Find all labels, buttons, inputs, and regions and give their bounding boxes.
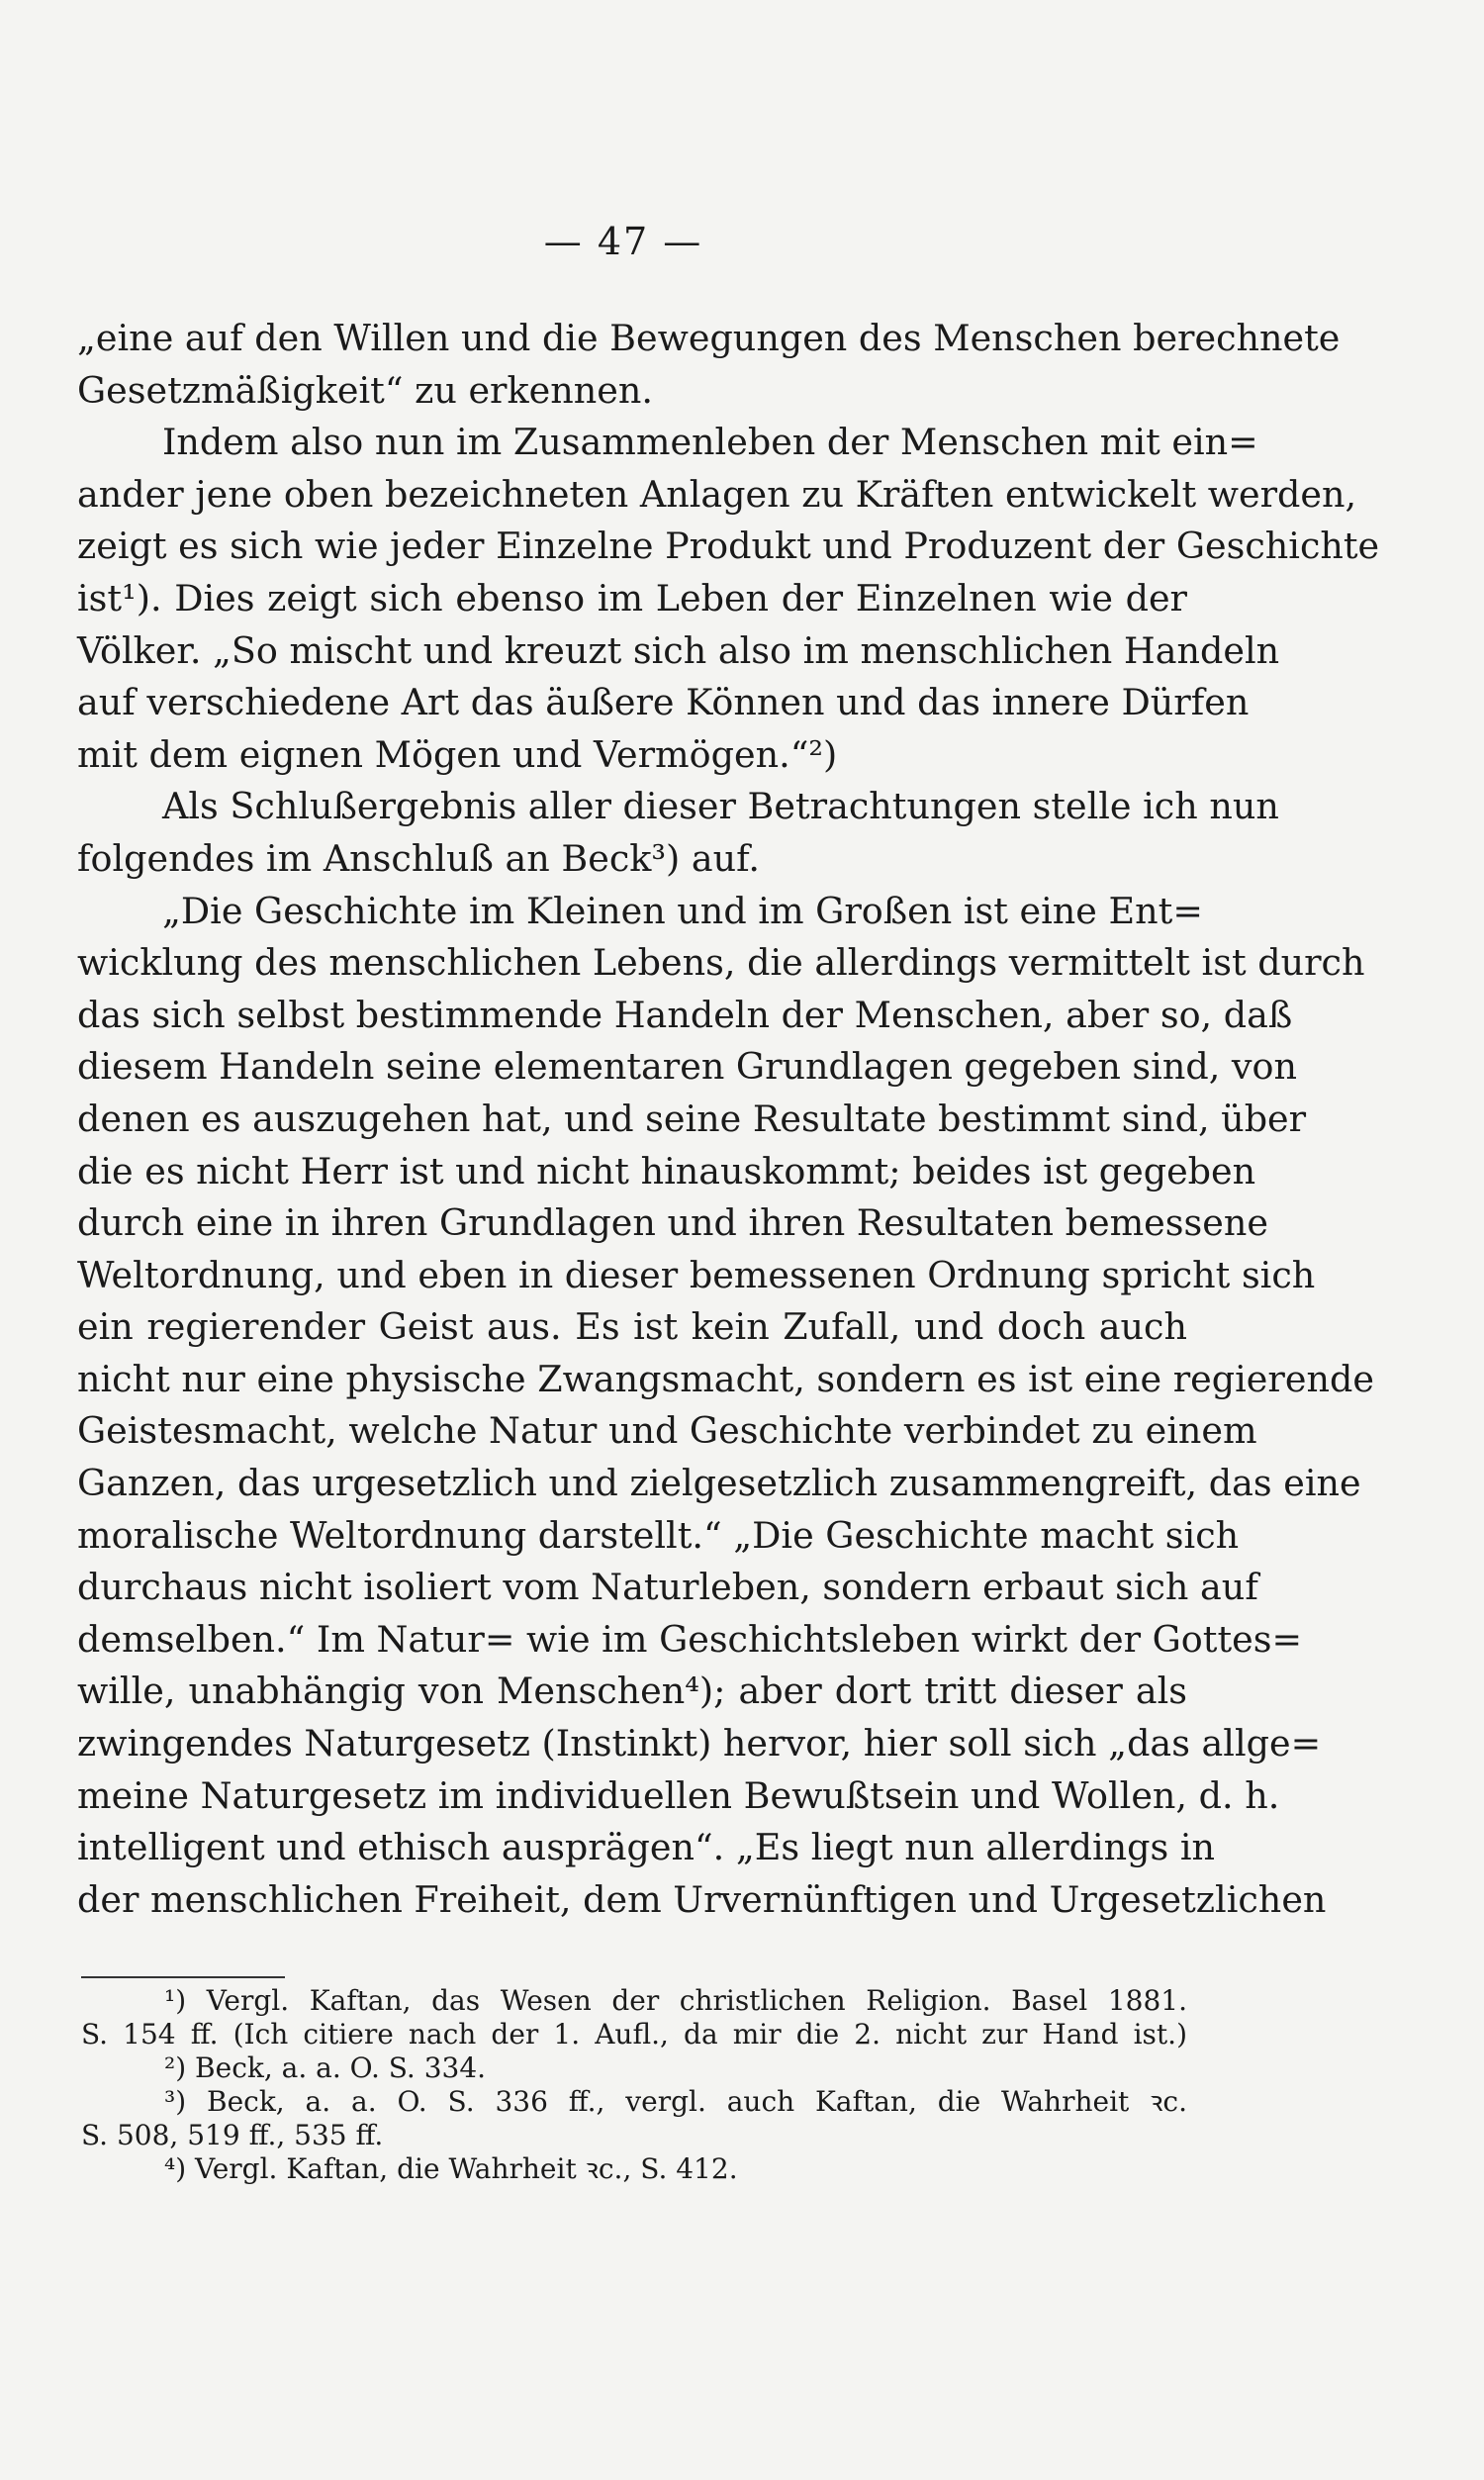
text-line: Geistesmacht, welche Natur und Geschichte verbindet zu einem	[77, 1409, 1257, 1453]
text-line: „eine auf den Willen und die Bewegungen des Menschen berechnete	[77, 317, 1341, 359]
footnote-line: ³) Beck, a. a. O. S. 336 ff., vergl. auch Kaftan, die Wahrheit ꝛc.	[164, 2085, 1187, 2118]
text-line: Indem also nun im Zusammenleben der Menschen mit ein=	[162, 421, 1258, 464]
text-line: die es nicht Herr ist und nicht hinauskommt; beides ist gegeben	[77, 1149, 1256, 1192]
page-number: — 47 —	[543, 220, 703, 263]
text-line: zeigt es sich wie jeder Einzelne Produkt und Produzent der Geschichte	[77, 525, 1380, 568]
text-line: folgendes im Anschluß an Beck³) auf.	[77, 836, 760, 880]
text-line: durchaus nicht isoliert vom Naturleben, sondern erbaut sich auf	[77, 1566, 1258, 1609]
footnote-line: S. 154 ff. (Ich citiere nach der 1. Aufl., da mir die 2. nicht zur Hand ist.)	[81, 2018, 1187, 2051]
text-line: Ganzen, das urgesetzlich und zielgesetzlich zusammengreift, das eine	[77, 1462, 1361, 1505]
text-line: ander jene oben bezeichneten Anlagen zu Kräften entwickelt werden,	[77, 472, 1357, 516]
text-line: durch eine in ihren Grundlagen und ihren Resultaten bemessene	[77, 1201, 1268, 1245]
footnote-line: S. 508, 519 ff., 535 ff.	[81, 2119, 384, 2151]
text-line: zwingendes Naturgesetz (Instinkt) hervor, hier soll sich „das allge=	[77, 1722, 1322, 1765]
text-line: auf verschiedene Art das äußere Können und das innere Dürfen	[77, 681, 1250, 724]
footnotes	[81, 1984, 1187, 2186]
text-line: moralische Weltordnung darstellt.“ „Die Geschichte macht sich	[77, 1513, 1240, 1557]
text-line: ein regierender Geist aus. Es ist kein Zufall, und doch auch	[77, 1305, 1187, 1349]
footnote-divider	[81, 1976, 285, 1978]
text-line: intelligent und ethisch ausprägen“. „Es liegt nun allerdings in	[77, 1826, 1216, 1869]
text-line: wille, unabhängig von Menschen⁴); aber dort tritt dieser als	[77, 1669, 1187, 1713]
text-line: diesem Handeln seine elementaren Grundlagen gegeben sind, von	[77, 1045, 1298, 1089]
text-line: meine Naturgesetz im individuellen Bewußtsein und Wollen, d. h.	[77, 1773, 1280, 1817]
text-line: Völker. „So mischt und kreuzt sich also im menschlichen Handeln	[77, 628, 1280, 672]
footnote-line: ²) Beck, a. a. O. S. 334.	[164, 2051, 487, 2084]
text-line: „Die Geschichte im Kleinen und im Großen ist eine Ent=	[162, 889, 1203, 932]
text-line: Weltordnung, und eben in dieser bemessenen Ordnung spricht sich	[77, 1253, 1316, 1296]
text-line: wicklung des menschlichen Lebens, die allerdings vermittelt ist durch	[77, 941, 1365, 985]
text-line: der menschlichen Freiheit, dem Urvernünftigen und Urgesetzlichen	[77, 1877, 1327, 1921]
body-text	[77, 313, 1380, 1926]
text-line: das sich selbst bestimmende Handeln der Menschen, aber so, daß	[77, 993, 1293, 1036]
text-line: Als Schlußergebnis aller dieser Betrachtungen stelle ich nun	[162, 785, 1279, 828]
footnote-line: ⁴) Vergl. Kaftan, die Wahrheit ꝛc., S. 412.	[164, 2152, 738, 2185]
footnote-line: ¹) Vergl. Kaftan, das Wesen der christlichen Religion. Basel 1881.	[164, 1984, 1187, 2017]
text-line: Gesetzmäßigkeit“ zu erkennen.	[77, 368, 653, 412]
text-line: demselben.“ Im Natur= wie im Geschichtsleben wirkt der Gottes=	[77, 1617, 1303, 1661]
text-line: denen es auszugehen hat, und seine Resultate bestimmt sind, über	[77, 1097, 1307, 1140]
text-line: mit dem eignen Mögen und Vermögen.“²)	[77, 732, 838, 776]
text-line: ist¹). Dies zeigt sich ebenso im Leben der Einzelnen wie der	[77, 576, 1187, 620]
text-line: nicht nur eine physische Zwangsmacht, sondern es ist eine regierende	[77, 1357, 1374, 1400]
